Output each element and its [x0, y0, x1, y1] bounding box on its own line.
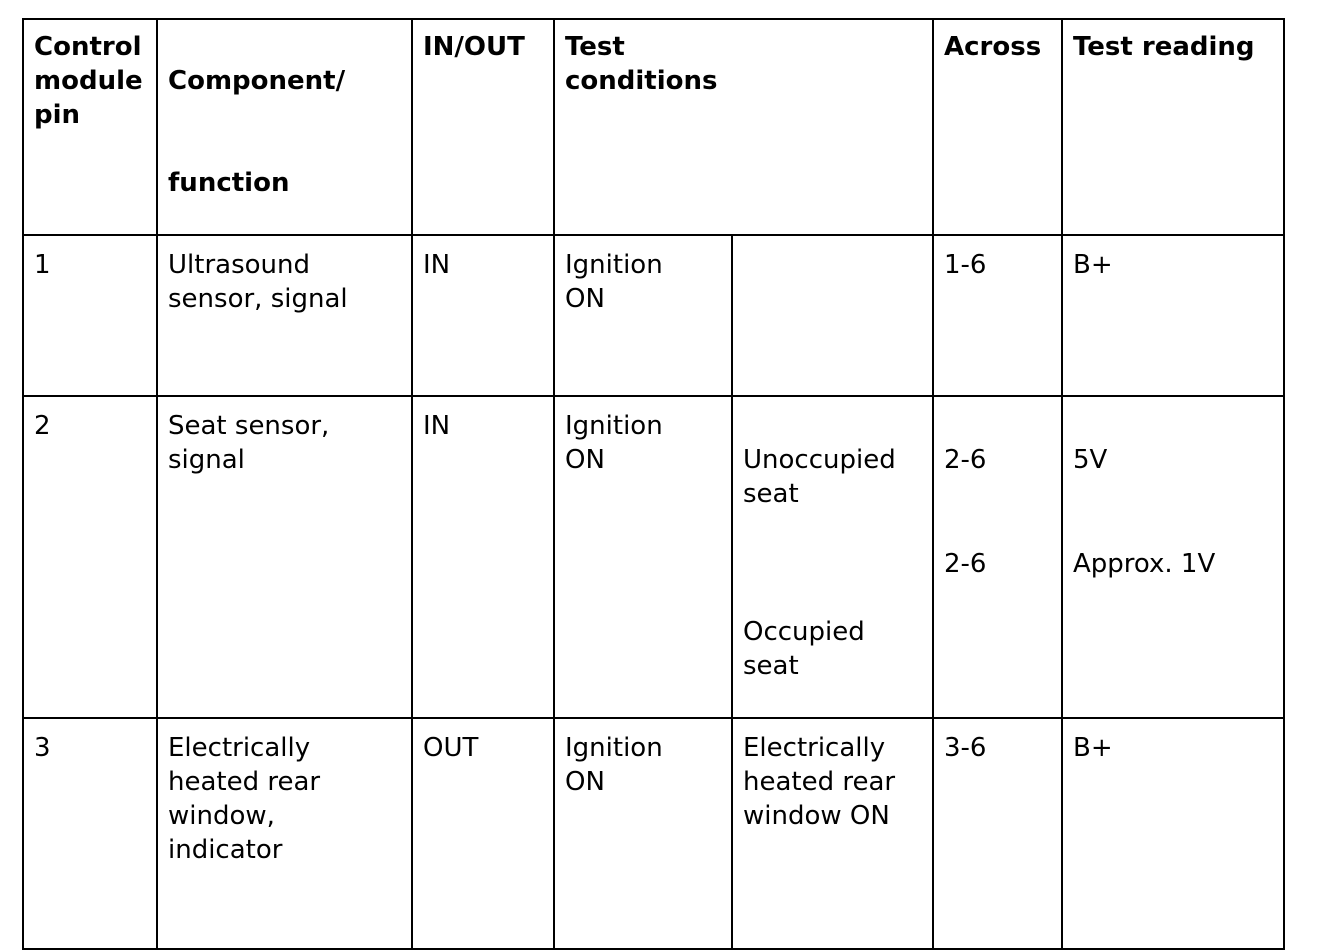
reading-occupied: Approx. 1V: [1073, 549, 1216, 579]
header-component-line2: function: [168, 168, 290, 198]
cell-condition: Ignition ON: [554, 235, 732, 396]
cell-across: 3-6: [933, 718, 1062, 949]
table-row: [23, 396, 1284, 718]
table-row: [23, 718, 1284, 949]
cell-pin: 1: [23, 235, 157, 396]
cell-condition-detail: [732, 235, 933, 396]
cell-reading: B+: [1062, 235, 1284, 396]
cell-condition-detail: Electrically heated rear window ON: [732, 718, 933, 949]
header-row: [23, 19, 1284, 235]
across-occupied: 2-6: [944, 549, 987, 579]
cell-pin: 2: [23, 396, 157, 718]
header-pin: Control module pin: [23, 19, 157, 235]
header-component-line1: Component/: [168, 66, 346, 96]
condition-detail-unoccupied: Unoccupied seat: [743, 445, 896, 509]
cell-condition: Ignition ON: [554, 718, 732, 949]
header-inout: IN/OUT: [412, 19, 554, 235]
cell-component: Seat sensor, signal: [157, 396, 412, 718]
cell-condition-detail: [732, 396, 933, 718]
cell-inout: IN: [412, 235, 554, 396]
cell-component: Electrically heated rear window, indicator: [157, 718, 412, 949]
cell-reading: [1062, 396, 1284, 718]
cell-across: 1-6: [933, 235, 1062, 396]
condition-detail-occupied: Occupied seat: [743, 617, 865, 681]
cell-inout: IN: [412, 396, 554, 718]
table-row: [23, 235, 1284, 396]
pin-test-table: [22, 18, 1285, 950]
cell-reading: B+: [1062, 718, 1284, 949]
reading-unoccupied: 5V: [1073, 445, 1108, 475]
across-unoccupied: 2-6: [944, 445, 987, 475]
header-test-conditions: Test conditions: [554, 19, 933, 235]
cell-condition: Ignition ON: [554, 396, 732, 718]
header-component: [157, 19, 412, 235]
cell-inout: OUT: [412, 718, 554, 949]
cell-pin: 3: [23, 718, 157, 949]
cell-component: Ultrasound sensor, signal: [157, 235, 412, 396]
header-test-reading: Test reading: [1062, 19, 1284, 235]
header-across: Across: [933, 19, 1062, 235]
cell-across: [933, 396, 1062, 718]
